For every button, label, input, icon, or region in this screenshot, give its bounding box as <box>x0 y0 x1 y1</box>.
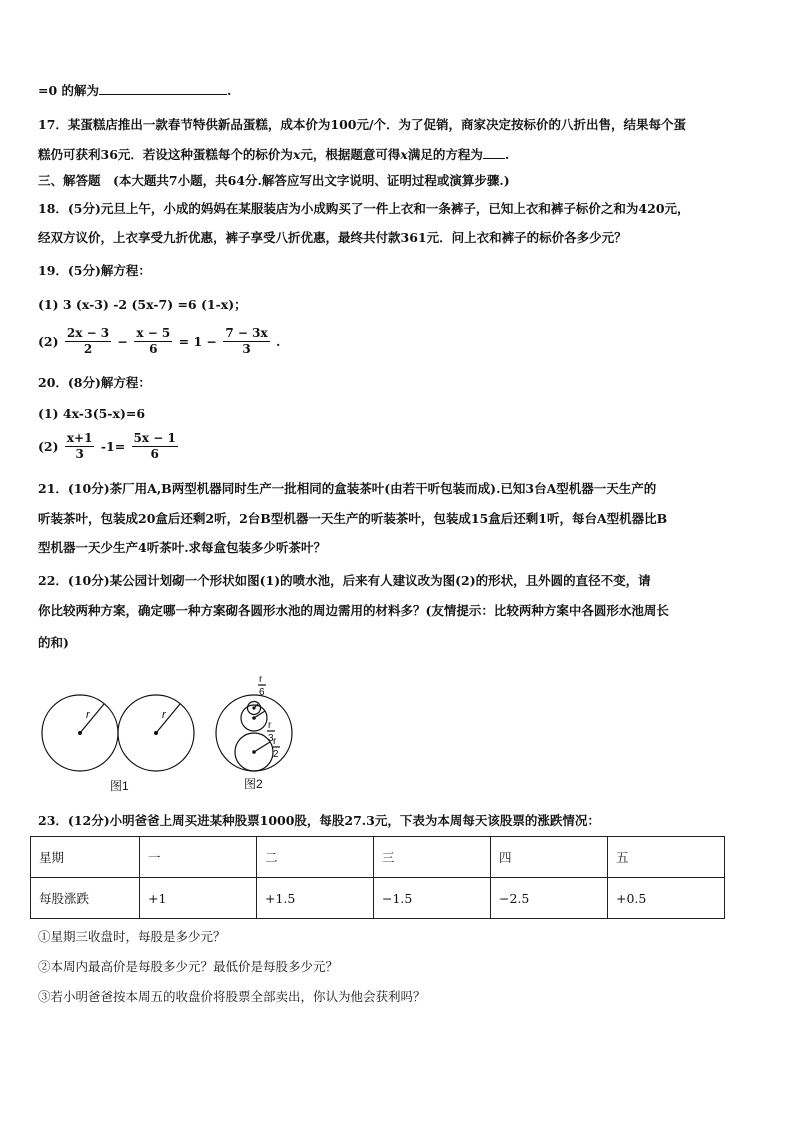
table-cell: −1.5 <box>374 878 491 919</box>
fig1-label-r-left: r <box>86 709 90 721</box>
q21-line2: 听装茶叶，包装成20盒后还剩2听，2台B型机器一天生产的听装茶叶，包装成15盒后还剩1听，每台A型机器比B <box>38 511 668 526</box>
q16-tail: =0 的解为 . <box>38 83 232 98</box>
table-cell: 每股涨跌 <box>31 878 140 919</box>
q20-title: 20．(8分)解方程： <box>38 375 151 390</box>
q19-title: 19．(5分)解方程： <box>38 263 151 278</box>
q21-line1: 21．(10分)茶厂用A,B两型机器同时生产一批相同的盒装茶叶(由若干听包装而成).已知3台A型机器一天生产的 <box>38 481 657 496</box>
q19-part2: (2) $\frac{2x - 3}{2}$ − $\frac{x - 5}{6}$ = 1 − $\frac{7 - 3x}{3}$ . <box>38 326 281 356</box>
fig1-label-r-right: r <box>162 709 166 721</box>
fraction: $\frac{x - 5}{6}$ <box>136 326 171 356</box>
answer-blank <box>99 82 227 95</box>
q23-sub1: ①星期三收盘时，每股是多少元？ <box>38 929 226 944</box>
table-header-row <box>31 837 725 878</box>
q22-line2: 你比较两种方案，确定哪一种方案砌各圆形水池的周边需用的材料多？(友情提示：比较两种方案中各圆形水池周长 <box>38 603 669 618</box>
var-x: x <box>292 147 301 162</box>
q23-title: 23．(12分)小明爸爸上周买进某种股票1000股，每股27.3元，下表为本周每天该股票的涨跌情况： <box>38 813 600 828</box>
fraction: $\frac{2x - 3}{2}$ <box>66 326 110 356</box>
table-cell: +1 <box>140 878 257 919</box>
table-cell: 二 <box>257 837 374 878</box>
table-cell: +1.5 <box>257 878 374 919</box>
q22-line1: 22．(10分)某公园计划砌一个形状如图(1)的喷水池，后来有人建议改为图(2)的形状，且外圆的直径不变，请 <box>38 573 651 588</box>
fig1-caption: 图1 <box>110 779 129 793</box>
q17-line2: 糕仍可获利36元．若设这种蛋糕每个的标价为x元，根据题意可得x满足的方程为 . <box>38 147 510 162</box>
fig2-label-r2-num: r <box>273 736 277 747</box>
q17-line1: 17．某蛋糕店推出一款春节特供新品蛋糕，成本价为100元/个．为了促销，商家决定按标价的八折出售，结果每个蛋 <box>38 117 687 132</box>
q21-line3: 型机器一天少生产4听茶叶.求每盒包装多少听茶叶？ <box>38 540 327 555</box>
fig1-radius-left <box>80 704 104 733</box>
fig2-label-r6-num: r <box>259 674 263 685</box>
q20-part1: (1) 4x-3(5-x)=6 <box>38 406 146 421</box>
fig2-label-r3-num: r <box>268 720 272 731</box>
table-cell: −2.5 <box>491 878 608 919</box>
fraction: $\frac{x+1}{3}$ <box>66 431 93 461</box>
q22-line3: 的和) <box>38 635 69 650</box>
q19-part1: (1) 3 (x-3) -2 (5x-7) =6 (1-x)； <box>38 297 247 312</box>
q20-part2: (2) $\frac{x+1}{3}$ -1= $\frac{5x - 1}{6}$ <box>38 431 176 461</box>
table-row <box>31 878 725 919</box>
fig2-label-r2-den: 2 <box>273 749 279 760</box>
fraction: $\frac{5x - 1}{6}$ <box>133 431 176 461</box>
table-cell: 五 <box>608 837 725 878</box>
table-cell: 一 <box>140 837 257 878</box>
table-cell: 四 <box>491 837 608 878</box>
fraction: $\frac{7 - 3x}{3}$ <box>225 326 268 356</box>
stock-table <box>30 836 725 919</box>
fig2-label-r3-den: 3 <box>268 733 274 744</box>
answer-blank <box>483 146 505 159</box>
fig1-radius-right <box>156 704 180 733</box>
fig2-caption: 图2 <box>244 777 263 791</box>
q23-sub3: ③若小明爸爸按本周五的收盘价将股票全部卖出，你认为他会获利吗？ <box>38 989 426 1004</box>
q18-line2: 经双方议价，上衣享受九折优惠，裤子享受八折优惠，最终共付款361元．问上衣和裤子的标价各多少元？ <box>38 230 627 245</box>
q18-line1: 18．(5分)元旦上午，小成的妈妈在某服装店为小成购买了一件上衣和一条裤子，已知上衣和裤子标价之和为420元， <box>38 201 690 216</box>
section-heading: 三、解答题 (本大题共7小题，共64分.解答应写出文字说明、证明过程或演算步骤.) <box>38 173 510 188</box>
table-cell: +0.5 <box>608 878 725 919</box>
table-cell: 星期 <box>31 837 140 878</box>
fountain-figures <box>0 660 794 800</box>
q23-sub2: ②本周内最高价是每股多少元？最低价是每股多少元？ <box>38 959 339 974</box>
var-x: x <box>400 147 408 162</box>
table-cell: 三 <box>374 837 491 878</box>
fig2-label-r6-den: 6 <box>259 687 265 698</box>
